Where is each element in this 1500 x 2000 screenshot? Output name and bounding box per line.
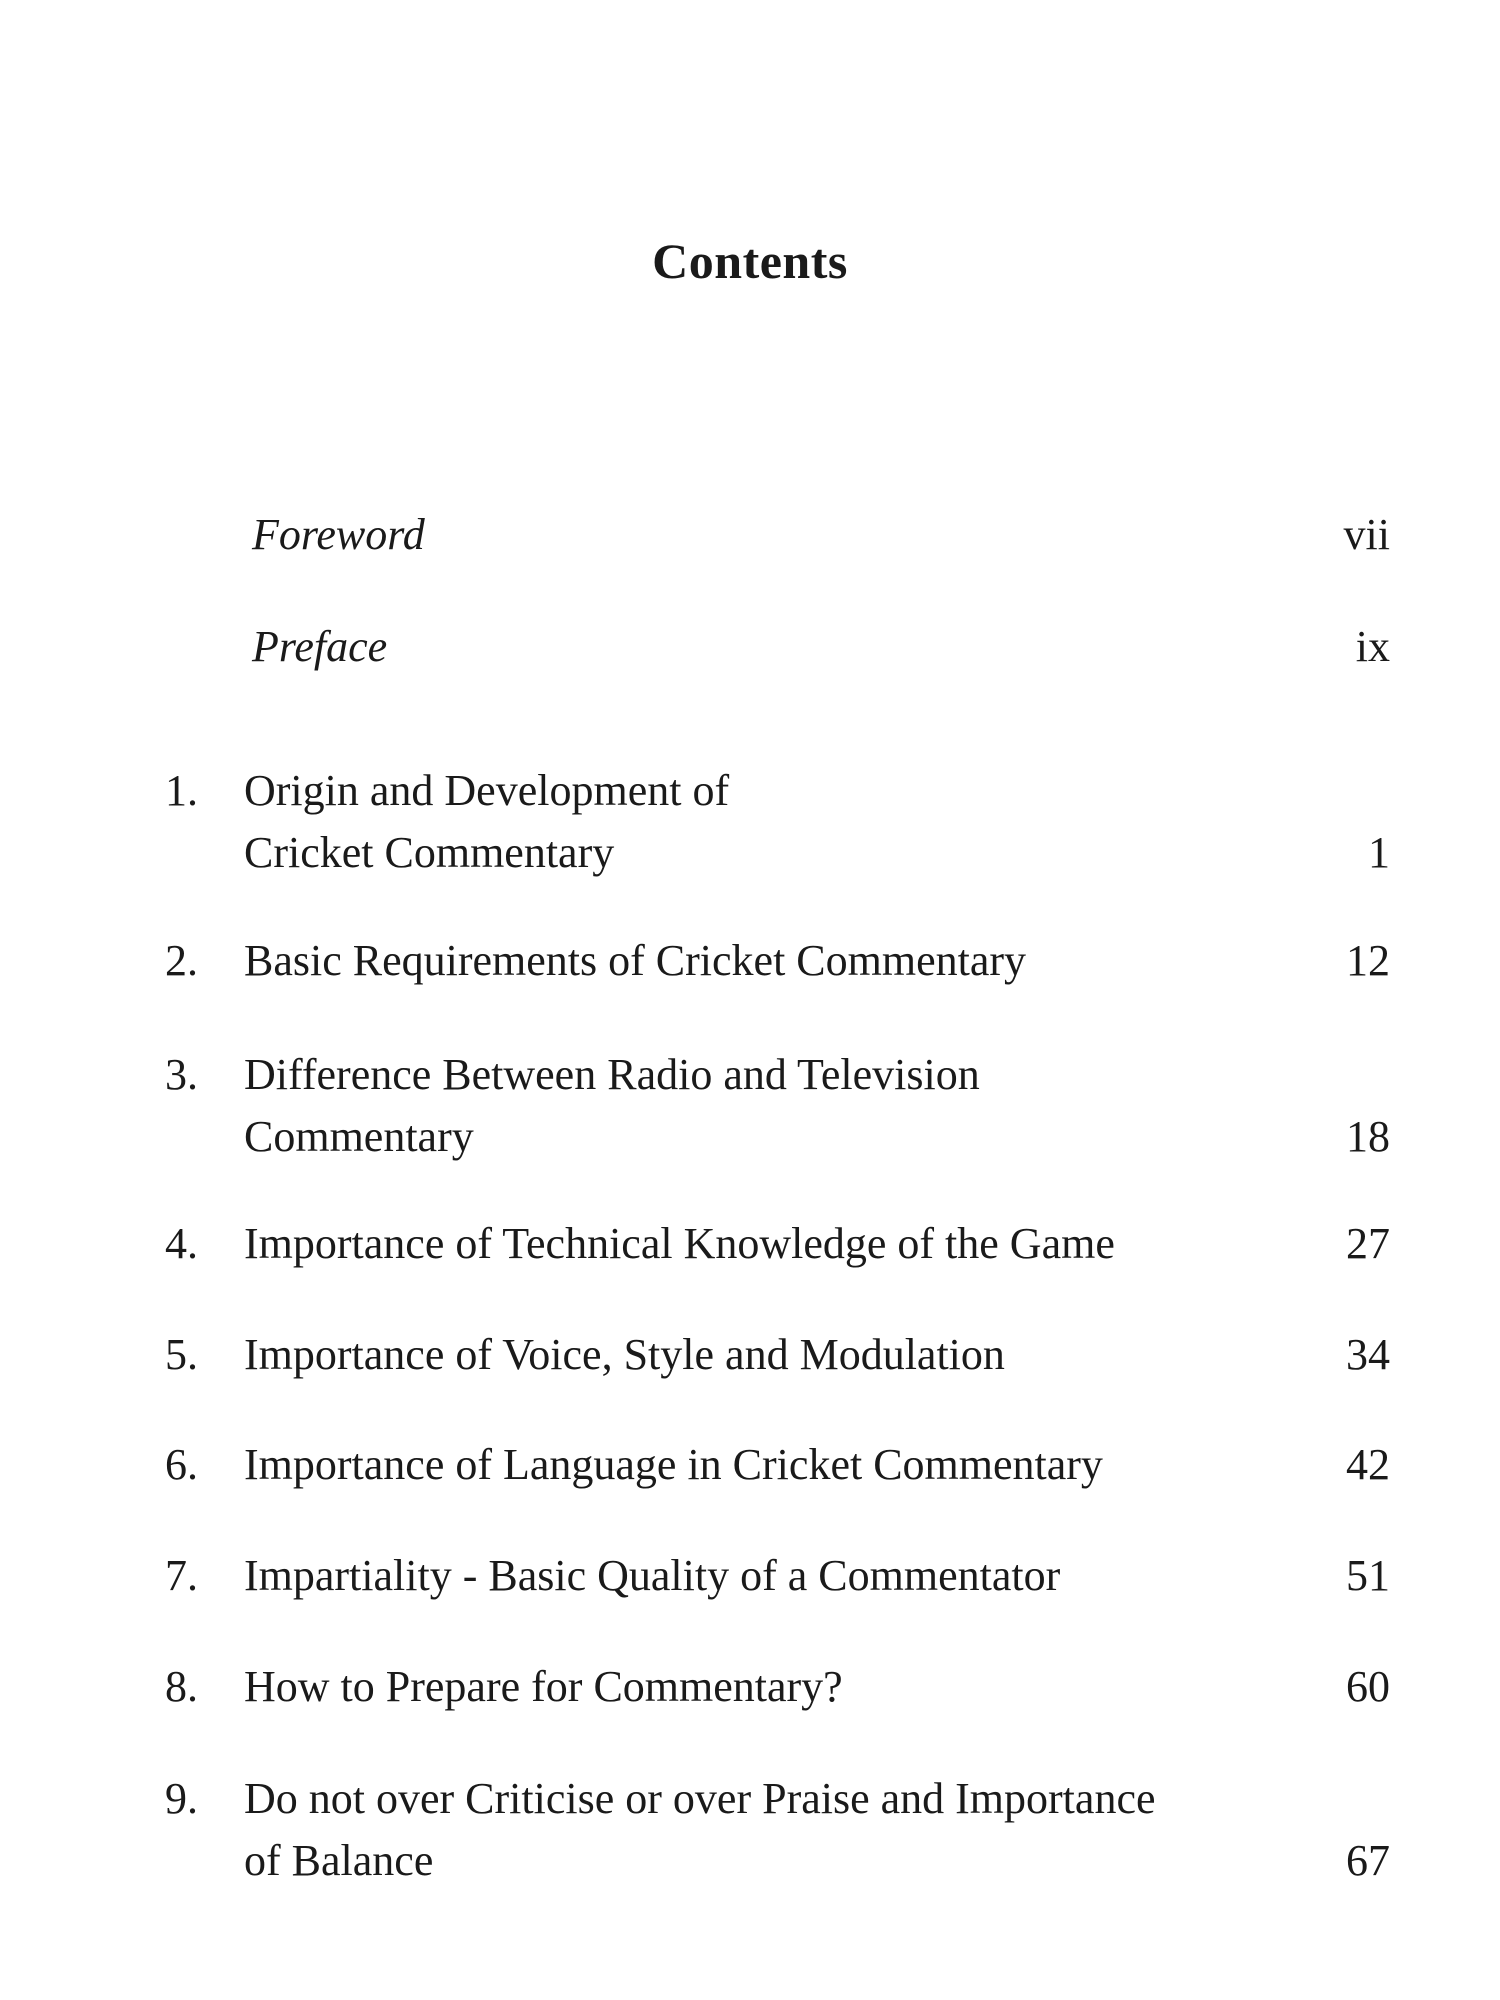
- chapter-title-line: Origin and Development of: [244, 766, 730, 815]
- chapter-number: 4.: [165, 1219, 198, 1268]
- toc-entry-foreword[interactable]: [0, 505, 1500, 565]
- toc-entry-title: Foreword: [252, 510, 425, 559]
- chapter-title: [244, 1434, 1294, 1496]
- chapter-title: [244, 760, 1294, 884]
- toc-entry-chapter-1[interactable]: [0, 760, 1500, 884]
- chapter-number: 3.: [165, 1050, 198, 1099]
- chapter-number: 7.: [165, 1551, 198, 1600]
- page-title: Contents: [652, 233, 848, 289]
- toc-entry-title: Preface: [252, 622, 388, 671]
- toc-entry-chapter-8[interactable]: [0, 1656, 1500, 1718]
- toc-entry-chapter-9[interactable]: [0, 1768, 1500, 1892]
- chapter-page: 1: [1368, 828, 1390, 877]
- chapter-title-line: Difference Between Radio and Television: [244, 1050, 980, 1099]
- chapter-title-line: of Balance: [244, 1836, 434, 1885]
- chapter-title: [244, 1768, 1294, 1892]
- toc-entry-chapter-7[interactable]: [0, 1545, 1500, 1607]
- chapter-page: 51: [1346, 1551, 1390, 1600]
- chapter-title-line: How to Prepare for Commentary?: [244, 1662, 843, 1711]
- chapter-page: 18: [1346, 1112, 1390, 1161]
- chapter-page: 34: [1346, 1330, 1390, 1379]
- chapter-title: [244, 1545, 1294, 1607]
- chapter-title-line: Importance of Language in Cricket Commentary: [244, 1440, 1103, 1489]
- chapter-title: [244, 1044, 1294, 1168]
- chapter-title-line: Commentary: [244, 1112, 474, 1161]
- toc-entry-chapter-6[interactable]: [0, 1434, 1500, 1496]
- chapter-title: [244, 1324, 1294, 1386]
- chapter-title: [244, 930, 1294, 992]
- toc-entry-chapter-5[interactable]: [0, 1324, 1500, 1386]
- chapter-number: 8.: [165, 1662, 198, 1711]
- chapter-page: 12: [1346, 936, 1390, 985]
- chapter-title-line: Cricket Commentary: [244, 828, 615, 877]
- chapter-title-line: Importance of Technical Knowledge of the Game: [244, 1219, 1115, 1268]
- toc-entry-chapter-2[interactable]: [0, 930, 1500, 992]
- toc-entry-page: vii: [1343, 510, 1390, 559]
- chapter-page: 67: [1346, 1836, 1390, 1885]
- chapter-title-line: Importance of Voice, Style and Modulation: [244, 1330, 1005, 1379]
- chapter-page: 42: [1346, 1440, 1390, 1489]
- chapter-number: 5.: [165, 1330, 198, 1379]
- chapter-page: 60: [1346, 1662, 1390, 1711]
- chapter-number: 6.: [165, 1440, 198, 1489]
- chapter-title: [244, 1656, 1294, 1718]
- toc-entry-chapter-4[interactable]: [0, 1213, 1500, 1275]
- chapter-number: 1.: [165, 766, 198, 815]
- toc-entry-chapter-3[interactable]: [0, 1044, 1500, 1168]
- chapter-number: 2.: [165, 936, 198, 985]
- chapter-title-line: Basic Requirements of Cricket Commentary: [244, 936, 1027, 985]
- chapter-number: 9.: [165, 1774, 198, 1823]
- chapter-title-line: Impartiality - Basic Quality of a Commentator: [244, 1551, 1061, 1600]
- chapter-page: 27: [1346, 1219, 1390, 1268]
- toc-entry-preface[interactable]: [0, 617, 1500, 677]
- chapter-title: [244, 1213, 1294, 1275]
- toc-entry-page: ix: [1355, 622, 1390, 671]
- chapter-title-line: Do not over Criticise or over Praise and Importance: [244, 1774, 1156, 1823]
